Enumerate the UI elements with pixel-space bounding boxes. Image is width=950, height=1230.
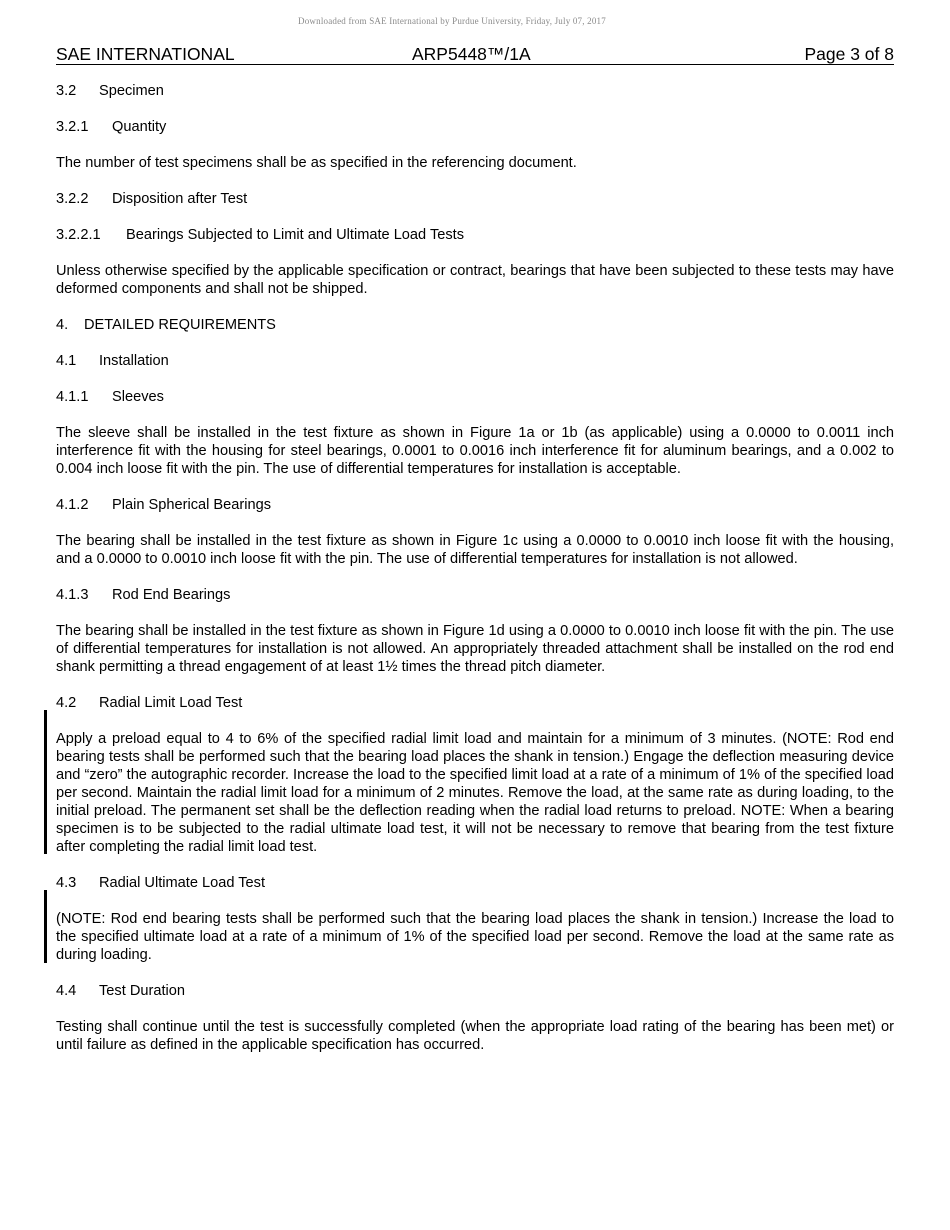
- section-number: 4.4: [56, 983, 77, 999]
- page-header: [56, 44, 894, 65]
- document-body: [56, 82, 894, 1072]
- section-title: Installation: [99, 353, 169, 369]
- paragraph-4-3: (NOTE: Rod end bearing tests shall be performed such that the bearing load places the shank in tension.) Increase the load to the specified ultimate load at a rate of a minimum of 1% of the specified load per second. Remove the load at the same rate as during loading.: [56, 911, 894, 963]
- paragraph-4-1-1: The sleeve shall be installed in the test fixture as shown in Figure 1a or 1b (as applicable) using a 0.0000 to 0.0011 inch interference fit with the housing for steel bearings, 0.0001 to 0.0016 inch interference fit for aluminum bearings, and a 0.002 to 0.004 inch loose fit with the pin. The use of differential temperatures for installation is acceptable.: [56, 425, 894, 477]
- section-heading-4-2: [56, 694, 894, 712]
- section-heading-4-1-3: [56, 586, 894, 604]
- section-title: Disposition after Test: [112, 191, 248, 207]
- section-number: 4.1.1: [56, 389, 89, 405]
- section-number: 3.2.2: [56, 191, 89, 207]
- section-number: 3.2: [56, 83, 77, 99]
- section-title: Test Duration: [99, 983, 185, 999]
- section-number: 4.: [56, 317, 69, 333]
- section-number: 4.1: [56, 353, 77, 369]
- paragraph-4-4: Testing shall continue until the test is successfully completed (when the appropriate load rating of the bearing has been met) or until failure as defined in the applicable specification has occurred.: [56, 1019, 894, 1053]
- paragraph-4-1-2: The bearing shall be installed in the test fixture as shown in Figure 1c using a 0.0000 to 0.0010 inch loose fit with the housing, and a 0.0000 to 0.0010 inch loose fit with the pin. The use of differential temperatures for installation is not allowed.: [56, 533, 894, 567]
- section-heading-4: [56, 316, 894, 334]
- section-number: 3.2.1: [56, 119, 89, 135]
- section-number: 4.1.3: [56, 587, 89, 603]
- header-page-number: Page 3 of 8: [804, 44, 894, 64]
- section-heading-3-2-1: [56, 118, 894, 136]
- revision-change-bar: [44, 710, 47, 854]
- section-heading-4-1: [56, 352, 894, 370]
- paragraph-4-1-3: The bearing shall be installed in the test fixture as shown in Figure 1d using a 0.0000 to 0.0010 inch loose fit with the pin. The use of differential temperatures for installation is not allowed. An appropriately threaded attachment shall be installed on the rod end shank permitting a thread engagement of at least 1½ times the thread pitch diameter.: [56, 623, 894, 675]
- section-heading-4-3: [56, 874, 894, 892]
- section-number: 4.1.2: [56, 497, 89, 513]
- section-title: Rod End Bearings: [112, 587, 231, 603]
- header-document-id: ARP5448™/1A: [412, 44, 531, 64]
- revision-change-bar: [44, 890, 47, 963]
- section-title: DETAILED REQUIREMENTS: [84, 317, 276, 333]
- section-heading-4-4: [56, 982, 894, 1000]
- section-title: Bearings Subjected to Limit and Ultimate Load Tests: [126, 227, 465, 243]
- paragraph-3-2-1: The number of test specimens shall be as specified in the referencing document.: [56, 155, 577, 171]
- section-number: 4.2: [56, 695, 77, 711]
- section-title: Radial Ultimate Load Test: [99, 875, 266, 891]
- section-number: 3.2.2.1: [56, 227, 101, 243]
- section-number: 4.3: [56, 875, 77, 891]
- section-title: Quantity: [112, 119, 167, 135]
- section-title: Plain Spherical Bearings: [112, 497, 271, 513]
- section-heading-3-2-2-1: [56, 226, 894, 244]
- section-heading-4-1-1: [56, 388, 894, 406]
- section-title: Radial Limit Load Test: [99, 695, 243, 711]
- section-heading-3-2-2: [56, 190, 894, 208]
- section-heading-3-2: [56, 82, 894, 100]
- header-organization: SAE INTERNATIONAL: [56, 44, 235, 64]
- section-title: Sleeves: [112, 389, 164, 405]
- paragraph-3-2-2-1: Unless otherwise specified by the applicable specification or contract, bearings that have been subjected to these tests may have deformed components and shall not be shipped.: [56, 263, 894, 297]
- download-watermark: Downloaded from SAE International by Purdue University, Friday, July 07, 2017: [298, 16, 606, 26]
- section-heading-4-1-2: [56, 496, 894, 514]
- paragraph-4-2: Apply a preload equal to 4 to 6% of the specified radial limit load and maintain for a minimum of 3 minutes. (NOTE: Rod end bearing tests shall be performed such that the bearing load places the shank in tension.) Engage the deflection measuring device and “zero” the autographic recorder. Increase the load to the specified limit load at a rate of a minimum of 1% of the specified load per second. Maintain the radial limit load for a minimum of 2 minutes. Remove the load, at the same rate as during loading, to the initial preload. The permanent set shall be the deflection reading when the radial load returns to preload. NOTE: When a bearing specimen is to be subjected to the radial ultimate load test, it will not be necessary to remove that bearing from the test fixture after completing the radial limit load test.: [56, 731, 894, 855]
- section-title: Specimen: [99, 83, 164, 99]
